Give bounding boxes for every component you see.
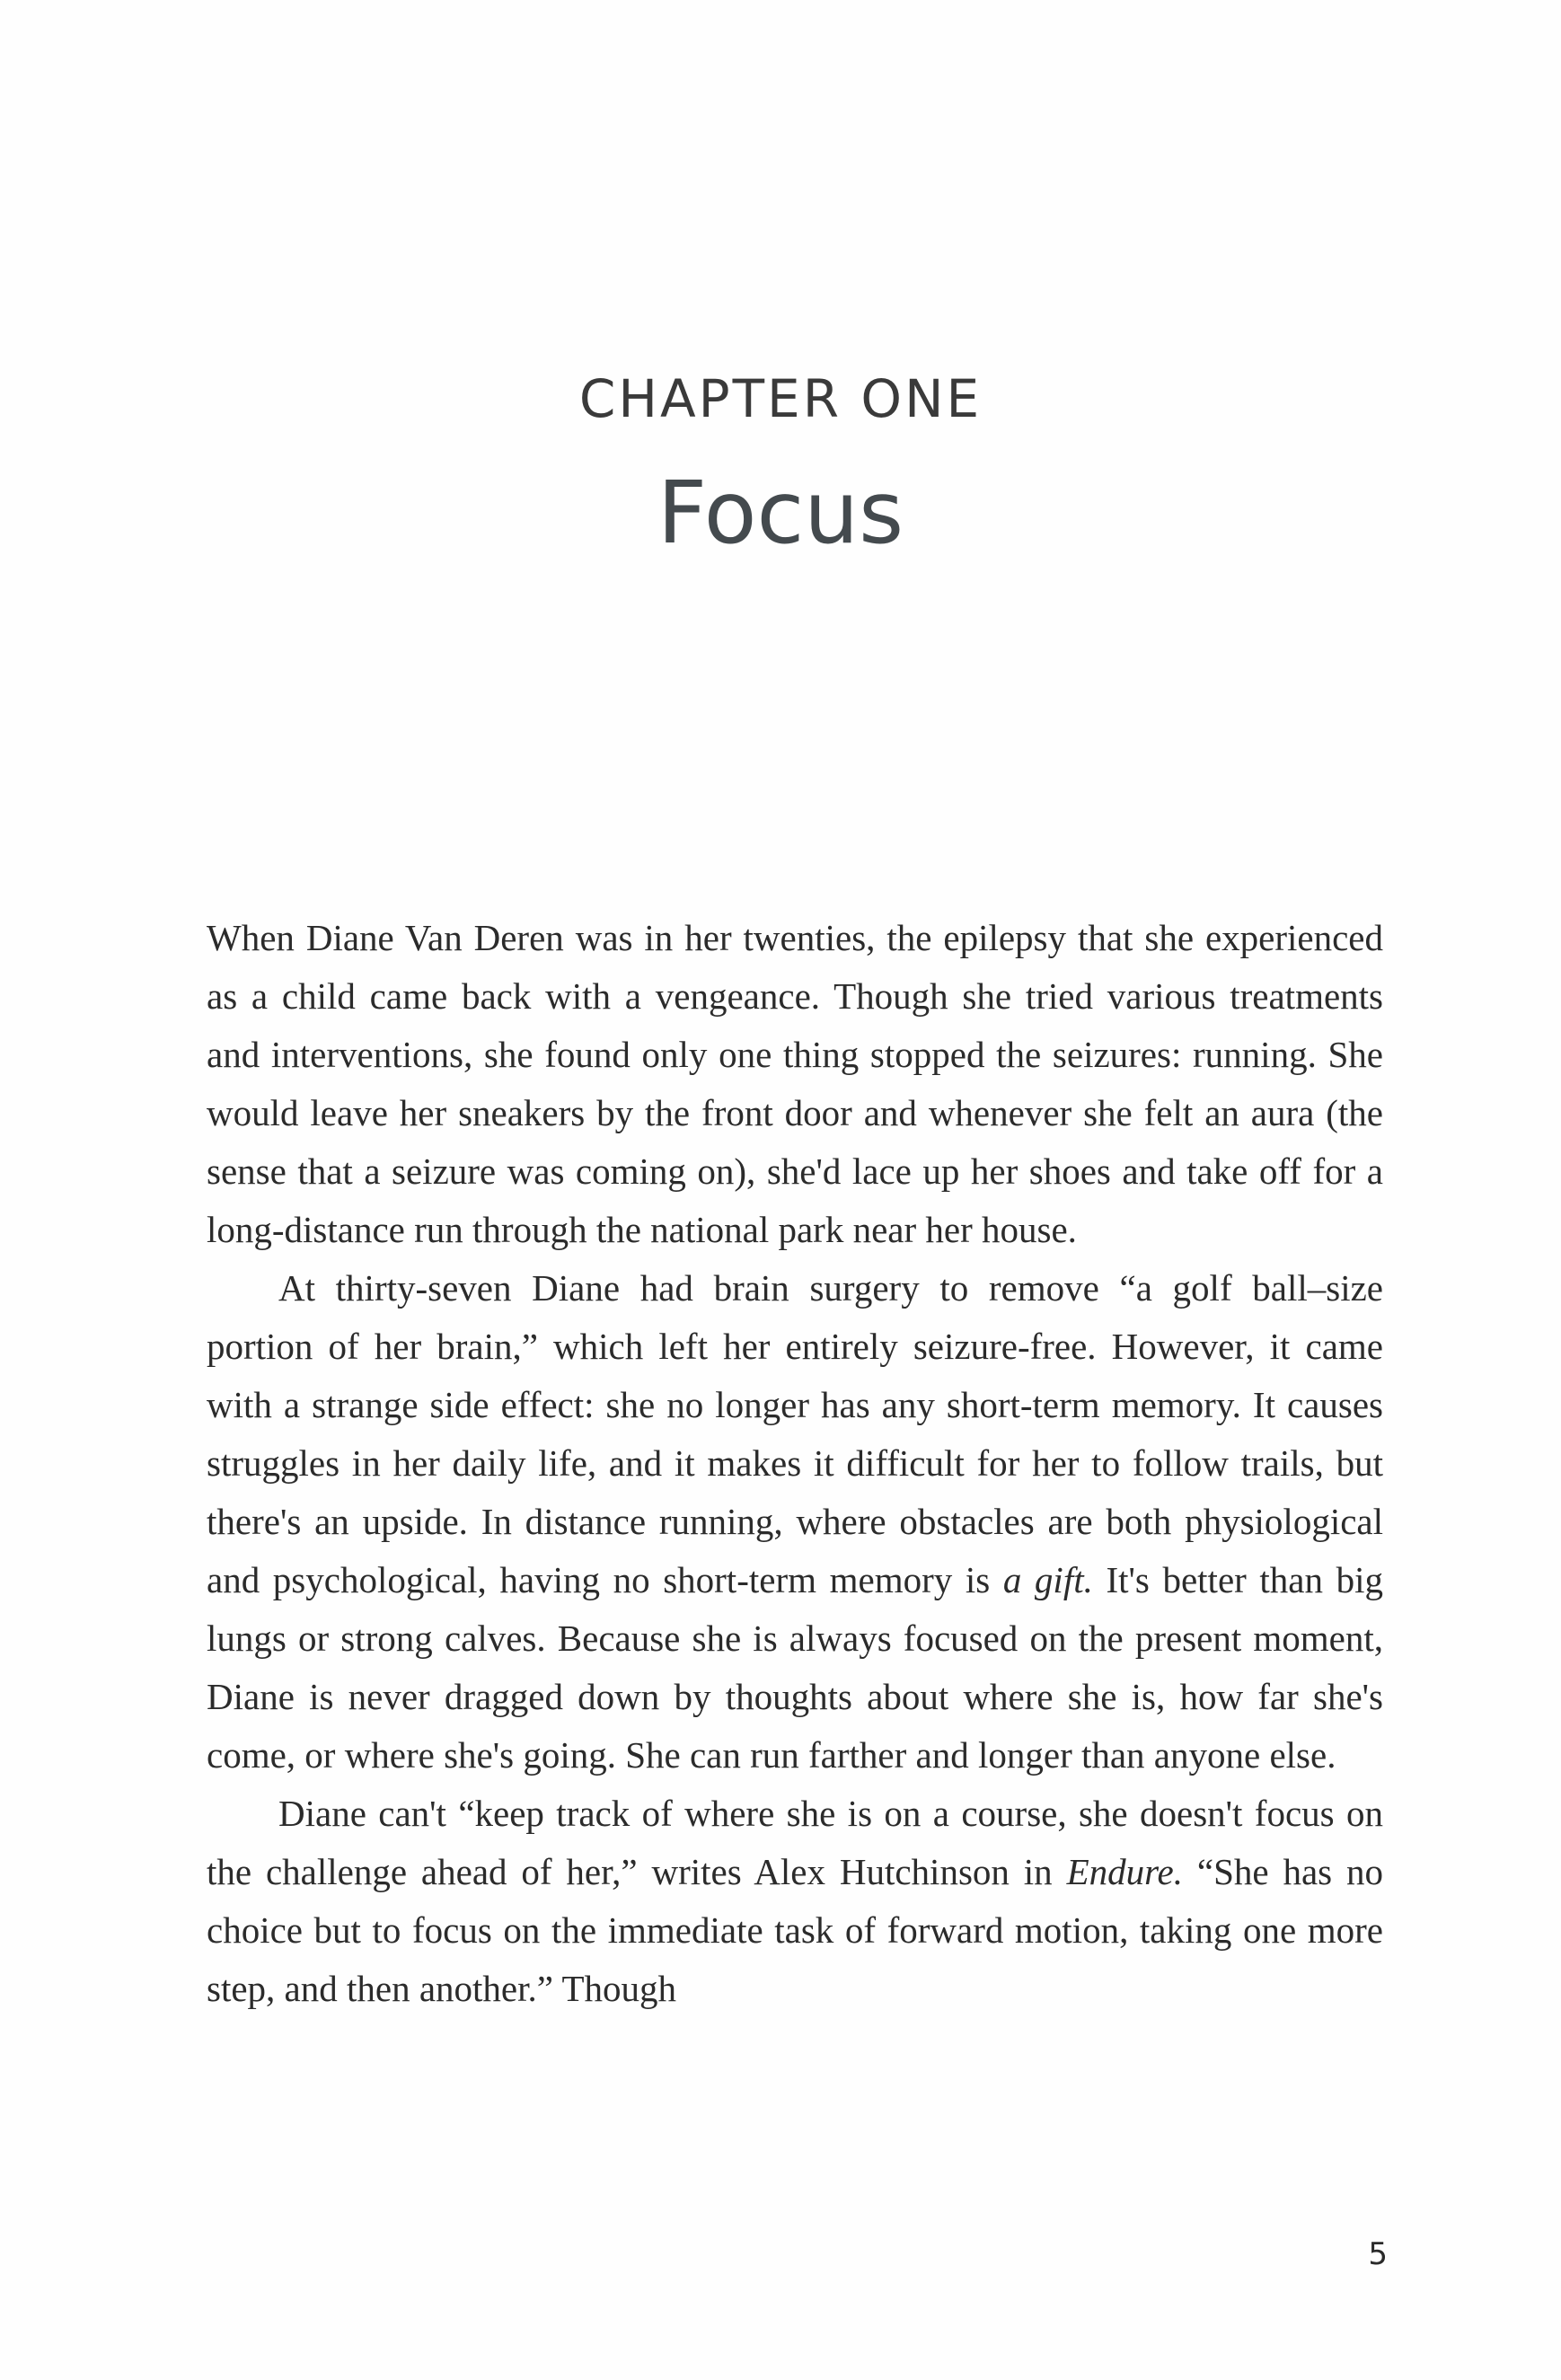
paragraph-2-emphasis: a gift. [1002,1559,1093,1600]
body-text [207,909,1383,2018]
paragraph-3-text-a: Diane can't “keep track of where she is on a course, she doesn't focus on the challenge ahead of her,” writes Alex Hutchinson in [207,1793,1383,1892]
paragraph-2-text-a: At thirty-seven Diane had brain surgery to remove “a golf ball–size portion of her brain,” which left her entirely seizure-free. However, it came with a strange side effect: she no longer has any short-term memory. It causes struggles in her daily life, and it makes it difficult for her to follow trails, but there's an upside. In distance running, where obstacles are both physiological and psychological, having no short-term memory is [207,1267,1383,1600]
paragraph-1 [207,909,1383,1259]
paragraph-3-book-title: Endure. [1066,1851,1183,1892]
chapter-label: CHAPTER ONE [578,368,983,429]
paragraph-3-text-b: “She has no choice but to focus on the immediate task of forward motion, taking one more step, and then another.” Though [207,1851,1383,2009]
paragraph-1-text: When Diane Van Deren was in her twenties, the epilepsy that she experienced as a child came back with a vengeance. Though she tried various treatments and interventions, she found only one thing stopped the seizures: running. She would leave her sneakers by the front door and whenever she felt an aura (the sense that a seizure was coming on), she'd lace up her shoes and take off for a long-distance run through the national park near her house. [207,917,1383,1250]
page-number: 5 [1368,2236,1388,2272]
paragraph-2 [207,1259,1383,1785]
chapter-title: Focus [657,463,904,563]
paragraph-2-text-b: It's better than big lungs or strong calves. Because she is always focused on the present moment, Diane is never dragged down by thoughts about where she is, how far she's come, or where she's going. She can run farther and longer than anyone else. [207,1559,1384,1776]
paragraph-3 [207,1785,1383,2018]
